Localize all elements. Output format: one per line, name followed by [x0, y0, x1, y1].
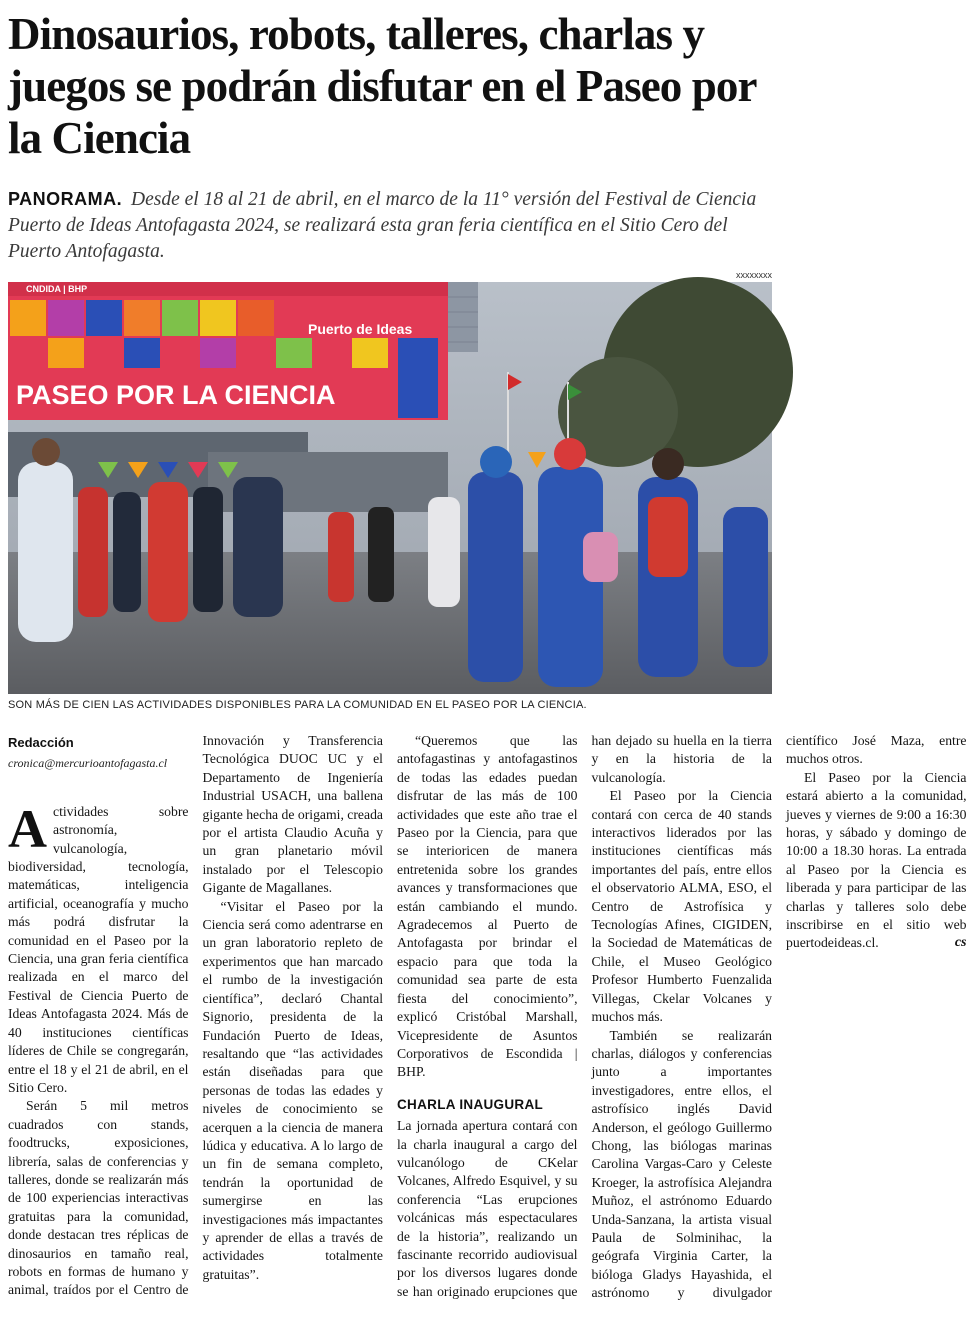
banner-brand: Puerto de Ideas — [308, 321, 413, 337]
paragraph-5: La jornada apertura contará con la charla inaugural a cargo del vulcanólogo de CKelar Volcanes, Alfredo Esquivel, y su conferencia “Las erupciones volcánicas más espectaculares de la historia”, realizando un fascinante recorrido audiovisual por los diversos lugares donde se han originado erupciones que han dejado su huella en la tierra y en la historia de la vulcanología. — [397, 733, 772, 1299]
paragraph-1: Actividades sobre astronomía, vulcanología, biodiversidad, tecnología, matemáticas, inteligencia artificial, oceanografía y mucho más podrá disfrutar la comunidad en el Paseo por la Ciencia, una gran feria científica realizada en el marco del Festival de Ciencia Puerto de Ideas Antofagasta 2024. Más de 40 instituciones científicas líderes de Chile se congregarán, entre el 18 y el 21 de abril, en el Sitio Cero. — [8, 798, 189, 1095]
main-photo — [8, 282, 772, 694]
article-body — [8, 732, 967, 1317]
section-tag: PANORAMA. — [8, 189, 123, 209]
author-email: cronica@mercurioantofagasta.cl — [8, 756, 168, 771]
photo-illustration — [8, 282, 772, 694]
headline: Dinosaurios, robots, talleres, charlas y juegos se podrán disfutar en el Paseo por la Ciencia — [8, 9, 756, 163]
photo-credit: xxxxxxxx — [736, 270, 772, 280]
paragraph-3: “Visitar el Paseo por la Ciencia será como adentrarse en un gran laboratorio repleto de experimentos que han marcado el rumbo de la investigación científica”, declaró Chantal Signorio, presidenta de la Fundación Puerto de Ideas, resaltando que “las actividades están diseñadas para que personas de todas las edades y niveles de conocimiento se acerquen a la ciencia de manera lúdica y educativa. A lo largo de un fin de semana completo, tendrán la oportunidad de sumergirse en las investigaciones más impactantes y aprender de ellas a través de actividades totalmente gratuitas”. — [202, 898, 383, 1282]
paragraph-6: El Paseo por la Ciencia contará con cerca de 40 stands interactivos liderados por las instituciones científicas más importantes del país, entre ellos el observatorio ALMA, ESO, el Centro de Astrofísica y Tecnologías Afines, CIGIDEN, la Sociedad de Matemáticas de Chile, el Museo Geológico Profesor Humberto Fuenzalida Villegas, Ckelar Volcanes y muchos más. — [591, 788, 772, 1025]
subheading: CHARLA INAUGURAL — [397, 1096, 544, 1112]
photo-caption: SON MÁS DE CIEN LAS ACTIVIDADES DISPONIBLES PARA LA COMUNIDAD EN EL PASEO POR LA CIENCIA. — [8, 699, 587, 711]
event-banner — [8, 282, 448, 420]
paragraph-7: También se realizarán charlas, diálogos y conferencias junto a importantes investigadores, entre ellos, el astrofísico inglés David Anderson, el geólogo Guillermo Chong, las biólogas marinas Carolina Vargas-Caro y Celeste Kroeger, la astrofísica Alejandra Muñoz, el astrónomo Eduardo Unda-Sanzana, la artista visual Paula de Solminihac, la geógrafa Virginia Carter, la bióloga Gladys Hayashida, el astrónomo y divulgador científico José Maza, entre muchos otros. — [591, 733, 967, 1301]
paragraph-2: Serán 5 mil metros cuadrados con stands, foodtrucks, exposiciones, librería, salas de conferencias y talleres, donde se realizarán más de 100 experiencias interactivas gratuitas para la comunidad, donde destacan tres réplicas de dinosaurios en tamaño real, robots en formas de humano y animal, traídos por el Centro de Innovación y Transferencia Tecnológica DUOC UC y el Departamento de Ingeniería Industrial USACH, una ballena gigante hecha de origami, creada por el artista Claudio Acuña y un gran planetario móvil instalado por el Telescopio Gigante de Magallanes. — [8, 733, 384, 1298]
banner-sponsor: CNDIDA | BHP — [26, 284, 88, 294]
paragraph-8: El Paseo por la Ciencia estará abierto a la comunidad, jueves y viernes de 9:00 a 16:30 horas, y sábado y domingo de 10:00 a 18.30 horas. La entrada al Paseo por la Ciencia es liberada y para participar de las charlas y talleres solo debe inscribirse en el sitio web puertodeideas.cl. cs — [786, 769, 967, 953]
paragraph-4: “Queremos que las antofagastinas y antofagastinos de todas las edades puedan disfrutar de las más de 100 actividades que este año trae el Paseo por la Ciencia, para que se interioricen de manera entretenida sobre los grandes avances y transformaciones que están cambiando el mundo. Agradecemos al Puerto de Antofagasta por brindar el espacio para que toda la comunidad sea parte de esta fiesta del conocimiento”, explicó Cristóbal Marshall, Vicepresidente de Asuntos Corporativos de Escondida | BHP. — [397, 733, 578, 1080]
byline: Redacción — [8, 735, 74, 750]
lead-text: Desde el 18 al 21 de abril, en el marco de la 11° versión del Festival de Ciencia Puerto de Ideas Antofagasta 2024, se realizará esta gran feria científica en el Sitio Cero del Puerto Antofagasta. — [8, 189, 757, 262]
standfirst — [8, 186, 772, 265]
drop-cap: A — [8, 798, 47, 859]
banner-text: PASEO POR LA CIENCIA — [16, 380, 336, 410]
end-mark: cs — [954, 935, 967, 951]
